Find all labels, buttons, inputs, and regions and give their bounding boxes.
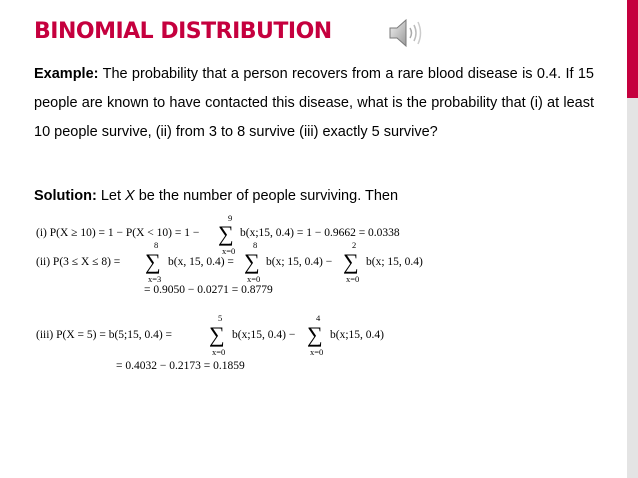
- eq-iii-result: = 0.4032 − 0.2173 = 0.1859: [116, 360, 245, 372]
- eq-ii-sum1-top: 8: [154, 240, 159, 250]
- eq-ii-term1: b(x, 15, 0.4) =: [168, 256, 234, 268]
- eq-iii-sum1-top: 5: [218, 313, 223, 323]
- eq-iii-term2: b(x;15, 0.4): [330, 329, 384, 341]
- eq-ii-sigma2-icon: ∑: [244, 249, 260, 274]
- eq-ii-sum2-bottom: x=0: [247, 274, 261, 284]
- eq-iii-term1: b(x;15, 0.4) −: [232, 329, 296, 341]
- eq-iii-sigma1-icon: ∑: [209, 322, 225, 347]
- right-accent-bar: [627, 0, 638, 478]
- eq-iii-lhs: (iii) P(X = 5) = b(5;15, 0.4) =: [36, 329, 173, 341]
- example-text: The probability that a person recovers from a rare blood disease is 0.4. If 15 people are known to have contacted this disease, what is the probability that (i) at least 10 people survive, (ii) from 3 to 8 survive (iii) exactly 5 survive?: [34, 66, 594, 140]
- solution-label: Solution:: [34, 188, 97, 204]
- eq-iii-sum1-bottom: x=0: [212, 347, 226, 357]
- speaker-icon[interactable]: [386, 16, 426, 50]
- eq-i-rhs: b(x;15, 0.4) = 1 − 0.9662 = 0.0338: [240, 227, 400, 239]
- solution-text-after: be the number of people surviving. Then: [134, 188, 399, 204]
- eq-ii-sum3-bottom: x=0: [346, 274, 360, 284]
- eq-ii-term3: b(x; 15, 0.4): [366, 256, 423, 268]
- solution-text-before: Let: [100, 188, 126, 204]
- eq-ii-sigma1-icon: ∑: [145, 249, 161, 274]
- eq-ii-result: = 0.9050 − 0.0271 = 0.8779: [144, 284, 273, 296]
- solution-variable: X: [125, 188, 135, 204]
- eq-i-sum-bottom: x=0: [222, 246, 236, 256]
- eq-ii-sum3-top: 2: [352, 240, 357, 250]
- eq-ii-term2: b(x; 15, 0.4) −: [266, 256, 333, 268]
- eq-ii-sum2-top: 8: [253, 240, 258, 250]
- eq-i-sigma-icon: ∑: [218, 221, 234, 246]
- eq-iii-sum2-bottom: x=0: [310, 347, 324, 357]
- example-paragraph: [34, 60, 594, 147]
- eq-iii-sum2-top: 4: [316, 313, 321, 323]
- eq-ii-lhs: (ii) P(3 ≤ X ≤ 8) =: [36, 256, 121, 268]
- eq-i-lhs: (i) P(X ≥ 10) = 1 − P(X < 10) = 1 −: [36, 227, 200, 239]
- eq-iii-sigma2-icon: ∑: [307, 322, 323, 347]
- slide-title: BINOMIAL DISTRIBUTION: [34, 19, 332, 44]
- example-label: Example:: [34, 66, 99, 82]
- eq-i-sum-top: 9: [228, 213, 233, 223]
- eq-ii-sum1-bottom: x=3: [148, 274, 162, 284]
- solution-paragraph: [34, 182, 594, 211]
- eq-ii-sigma3-icon: ∑: [343, 249, 359, 274]
